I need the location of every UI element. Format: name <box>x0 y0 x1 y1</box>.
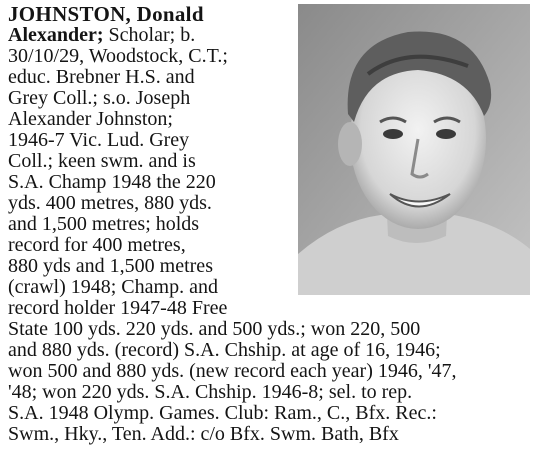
biography-line: S.A. 1948 Olymp. Games. Club: Ram., C., Bfx. Rec.: <box>8 402 437 424</box>
biography-line: and 1,500 metres; holds <box>8 213 200 235</box>
biography-line: 30/10/29, Woodstock, C.T.; <box>8 45 228 67</box>
biography-line: record holder 1947-48 Free <box>8 297 228 319</box>
biography-line: yds. 400 metres, 880 yds. <box>8 192 212 214</box>
biography-line: won 500 and 880 yds. (new record each year) 1946, '47, <box>8 360 457 382</box>
biography-line: record for 400 metres, <box>8 234 186 256</box>
biography-line: Swm., Hky., Ten. Add.: c/o Bfx. Swm. Bath, Bfx <box>8 423 399 445</box>
biography-line: '48; won 220 yds. S.A. Chship. 1946-8; sel. to rep. <box>8 381 413 403</box>
portrait-photo <box>298 4 530 295</box>
given-name: Alexander; <box>8 24 104 46</box>
biography-line: 880 yds and 1,500 metres <box>8 255 213 277</box>
biography-line: Grey Coll.; s.o. Joseph <box>8 87 191 109</box>
biography-line: Coll.; keen swm. and is <box>8 150 196 172</box>
biography-line: 1946-7 Vic. Lud. Grey <box>8 129 190 151</box>
biography-line: S.A. Champ 1948 the 220 <box>8 171 216 193</box>
biography-line: Alexander Johnston; <box>8 108 173 130</box>
biography-line: and 880 yds. (record) S.A. Chship. at age of 16, 1946; <box>8 339 441 361</box>
biography-line <box>8 25 195 45</box>
biography-name-line: JOHNSTON, Donald <box>8 2 204 26</box>
biography-line: (crawl) 1948; Champ. and <box>8 276 218 298</box>
biography-line: educ. Brebner H.S. and <box>8 66 195 88</box>
biography-line: State 100 yds. 220 yds. and 500 yds.; won 220, 500 <box>8 318 421 340</box>
biography-text: Scholar; b. <box>103 24 196 46</box>
